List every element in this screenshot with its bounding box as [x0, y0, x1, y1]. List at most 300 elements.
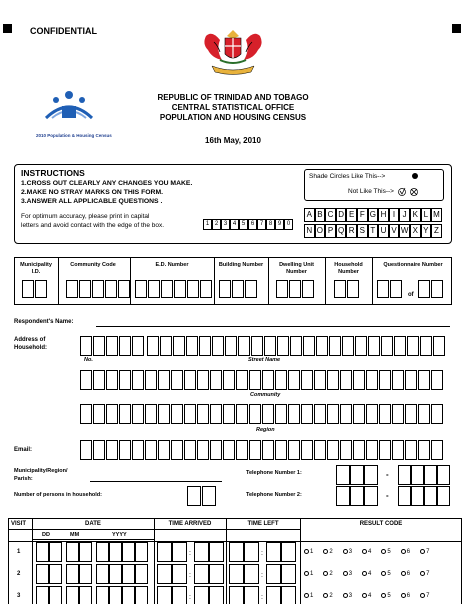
char-box[interactable] — [392, 370, 404, 390]
household-number-input[interactable] — [334, 280, 360, 298]
radio-circle-icon[interactable] — [323, 571, 328, 576]
char-box[interactable] — [186, 336, 198, 356]
char-box[interactable] — [184, 370, 196, 390]
char-box[interactable] — [229, 564, 244, 584]
letter-samples-row-2 — [304, 224, 442, 238]
char-box[interactable] — [251, 336, 263, 356]
char-box[interactable] — [366, 370, 378, 390]
char-box[interactable] — [109, 586, 122, 604]
sample-char: 1 — [203, 219, 212, 230]
char-box[interactable] — [249, 404, 261, 424]
street-name-input[interactable] — [147, 336, 446, 356]
visit-number: 3 — [17, 593, 21, 599]
radio-circle-icon[interactable] — [343, 571, 348, 576]
radio-circle-icon[interactable] — [343, 593, 348, 598]
ed-number-input[interactable] — [135, 280, 213, 298]
char-box[interactable] — [316, 336, 328, 356]
visit-time-left-input[interactable] — [229, 542, 296, 562]
char-box[interactable] — [364, 465, 378, 485]
respondent-name-line[interactable] — [96, 326, 450, 327]
char-box[interactable] — [420, 336, 432, 356]
sample-char: P — [325, 224, 336, 238]
char-box[interactable] — [80, 336, 92, 356]
char-box[interactable] — [79, 564, 92, 584]
char-box[interactable] — [275, 404, 287, 424]
char-box[interactable] — [194, 586, 209, 604]
char-box[interactable] — [398, 486, 411, 506]
result-code-label: 6 — [406, 593, 411, 600]
telephone-1-prefix-input[interactable] — [336, 465, 378, 485]
char-box[interactable] — [145, 440, 157, 460]
char-box[interactable] — [407, 336, 419, 356]
char-box[interactable] — [364, 486, 378, 506]
char-box[interactable] — [36, 586, 49, 604]
char-box[interactable] — [119, 440, 131, 460]
char-box[interactable] — [249, 440, 261, 460]
char-box[interactable] — [353, 370, 365, 390]
char-box[interactable] — [229, 542, 244, 562]
result-code-option[interactable] — [304, 571, 313, 577]
radio-circle-icon[interactable] — [362, 593, 367, 598]
char-box[interactable] — [79, 542, 92, 562]
telephone-1-dash: - — [386, 470, 389, 479]
char-box[interactable] — [266, 542, 281, 562]
radio-circle-icon[interactable] — [304, 593, 309, 598]
char-box[interactable] — [301, 404, 313, 424]
char-box[interactable] — [171, 404, 183, 424]
char-box[interactable] — [223, 370, 235, 390]
char-box[interactable] — [106, 370, 118, 390]
char-box[interactable] — [36, 542, 49, 562]
result-code-option[interactable] — [401, 593, 410, 599]
char-box[interactable] — [96, 542, 109, 562]
char-box[interactable] — [336, 465, 350, 485]
char-box[interactable] — [275, 440, 287, 460]
char-box[interactable] — [266, 586, 281, 604]
telephone-2-prefix-input[interactable] — [336, 486, 378, 506]
sample-char: V — [389, 224, 400, 238]
char-box[interactable] — [281, 542, 296, 562]
char-box[interactable] — [340, 440, 352, 460]
visit-date-input[interactable] — [36, 586, 148, 604]
char-box[interactable] — [431, 404, 443, 424]
char-box[interactable] — [80, 370, 92, 390]
instruction-line-1: 1.CROSS OUT CLEARLY ANY CHANGES YOU MAKE. — [21, 180, 193, 187]
char-box[interactable] — [106, 440, 118, 460]
char-box[interactable] — [366, 404, 378, 424]
char-box[interactable] — [381, 336, 393, 356]
telephone-1-label: Telephone Number 1: — [246, 470, 302, 476]
result-code-option[interactable] — [401, 549, 410, 555]
char-box[interactable] — [411, 465, 424, 485]
char-box[interactable] — [209, 542, 224, 562]
community-input[interactable] — [80, 370, 444, 390]
char-box[interactable] — [158, 440, 170, 460]
visit-date-input[interactable] — [36, 542, 148, 562]
char-box[interactable] — [209, 586, 224, 604]
char-box[interactable] — [93, 336, 105, 356]
char-box[interactable] — [210, 440, 222, 460]
char-box[interactable] — [314, 404, 326, 424]
char-box[interactable] — [281, 564, 296, 584]
dwelling-number-input[interactable] — [276, 280, 315, 298]
visit-date-input[interactable] — [36, 564, 148, 584]
char-box[interactable] — [355, 336, 367, 356]
char-box[interactable] — [49, 542, 62, 562]
visit-time-left-input[interactable] — [229, 564, 296, 584]
char-box[interactable] — [379, 370, 391, 390]
result-code-option[interactable] — [401, 571, 410, 577]
radio-circle-icon[interactable] — [381, 571, 386, 576]
char-box[interactable] — [350, 486, 364, 506]
char-box[interactable] — [236, 404, 248, 424]
result-code-option[interactable] — [362, 549, 371, 555]
sample-char: J — [399, 208, 410, 222]
char-box[interactable] — [418, 370, 430, 390]
char-box[interactable] — [418, 404, 430, 424]
char-box[interactable] — [405, 440, 417, 460]
char-box[interactable] — [303, 336, 315, 356]
date-header: DATE — [85, 521, 101, 527]
char-box[interactable] — [66, 564, 79, 584]
telephone-1-number-input[interactable] — [398, 465, 450, 485]
persons-label: Number of persons in household: — [14, 492, 103, 498]
char-box[interactable] — [244, 586, 259, 604]
radio-circle-icon[interactable] — [401, 549, 406, 554]
result-code-option[interactable] — [420, 593, 429, 599]
radio-circle-icon[interactable] — [362, 571, 367, 576]
result-code-option[interactable] — [304, 593, 313, 599]
result-code-option[interactable] — [420, 549, 429, 555]
char-box[interactable] — [171, 370, 183, 390]
result-code-option[interactable] — [381, 593, 390, 599]
respondent-name-label: Respondent's Name: — [14, 319, 74, 325]
email-label: Email: — [14, 447, 33, 453]
char-box[interactable] — [135, 542, 148, 562]
result-code-option[interactable] — [420, 571, 429, 577]
sample-char: D — [336, 208, 347, 222]
char-box[interactable] — [301, 370, 313, 390]
visit-number: 2 — [17, 571, 21, 577]
email-input[interactable] — [80, 440, 444, 460]
char-box[interactable] — [437, 465, 450, 485]
result-code-option[interactable] — [323, 571, 332, 577]
char-box[interactable] — [132, 440, 144, 460]
char-box[interactable] — [431, 440, 443, 460]
char-box[interactable] — [197, 404, 209, 424]
char-box[interactable] — [173, 336, 185, 356]
radio-circle-icon[interactable] — [401, 593, 406, 598]
community-code-input[interactable] — [66, 280, 131, 298]
sample-char: U — [378, 224, 389, 238]
char-box[interactable] — [80, 440, 92, 460]
char-box[interactable] — [368, 336, 380, 356]
char-box[interactable] — [340, 404, 352, 424]
result-code-label: 2 — [329, 593, 333, 600]
char-box[interactable] — [194, 564, 209, 584]
char-box[interactable] — [236, 440, 248, 460]
char-box[interactable] — [212, 336, 224, 356]
char-box[interactable] — [290, 336, 302, 356]
char-box[interactable] — [66, 586, 79, 604]
char-box[interactable] — [424, 465, 437, 485]
result-code-label: 4 — [368, 571, 372, 578]
char-box[interactable] — [157, 586, 172, 604]
char-box[interactable] — [411, 486, 424, 506]
result-code-label: 6 — [406, 571, 411, 578]
char-box[interactable] — [132, 404, 144, 424]
result-code-option[interactable] — [323, 549, 332, 555]
sample-char: G — [368, 208, 379, 222]
char-box[interactable] — [262, 370, 274, 390]
char-box[interactable] — [264, 336, 276, 356]
sample-char: 8 — [266, 219, 275, 230]
radio-circle-icon[interactable] — [401, 571, 406, 576]
street-name-label: Street Name — [248, 357, 281, 363]
no-label: No. — [84, 357, 93, 363]
result-code-option[interactable] — [381, 549, 390, 555]
char-box[interactable] — [119, 370, 131, 390]
household-number-label: Household Number — [334, 262, 363, 275]
char-box[interactable] — [93, 370, 105, 390]
char-box[interactable] — [314, 440, 326, 460]
char-box[interactable] — [158, 370, 170, 390]
char-box[interactable] — [171, 440, 183, 460]
radio-circle-icon[interactable] — [304, 571, 309, 576]
char-box[interactable] — [424, 486, 437, 506]
char-box[interactable] — [96, 586, 109, 604]
char-box[interactable] — [184, 440, 196, 460]
char-box[interactable] — [223, 404, 235, 424]
char-box[interactable] — [281, 586, 296, 604]
address-label: Address of Household: — [14, 337, 47, 351]
char-box[interactable] — [49, 586, 62, 604]
sample-char: 7 — [257, 219, 266, 230]
char-box[interactable] — [49, 564, 62, 584]
char-box[interactable] — [405, 404, 417, 424]
char-box[interactable] — [336, 486, 350, 506]
char-box[interactable] — [437, 486, 450, 506]
char-box[interactable] — [398, 465, 411, 485]
visit-time-arrived-input[interactable] — [157, 564, 224, 584]
result-code-option[interactable] — [381, 571, 390, 577]
char-box[interactable] — [288, 440, 300, 460]
char-box[interactable] — [122, 542, 135, 562]
building-number-input[interactable] — [219, 280, 258, 298]
sample-char: 4 — [230, 219, 239, 230]
sample-char: 2 — [212, 219, 221, 230]
char-box[interactable] — [145, 370, 157, 390]
result-code-option[interactable] — [304, 549, 313, 555]
char-box[interactable] — [223, 440, 235, 460]
char-box[interactable] — [145, 404, 157, 424]
char-box[interactable] — [229, 586, 244, 604]
char-box[interactable] — [329, 336, 341, 356]
char-box[interactable] — [327, 370, 339, 390]
char-box[interactable] — [418, 440, 430, 460]
filled-circle-icon — [412, 173, 418, 179]
char-box[interactable] — [340, 370, 352, 390]
char-box[interactable] — [197, 440, 209, 460]
confidential-label: CONFIDENTIAL — [30, 26, 97, 36]
result-code-option[interactable] — [323, 593, 332, 599]
char-box[interactable] — [249, 370, 261, 390]
char-box[interactable] — [135, 564, 148, 584]
radio-circle-icon[interactable] — [343, 549, 348, 554]
char-box[interactable] — [394, 336, 406, 356]
char-box[interactable] — [122, 586, 135, 604]
char-box[interactable] — [210, 404, 222, 424]
result-code-option[interactable] — [343, 571, 352, 577]
char-box[interactable] — [66, 542, 79, 562]
radio-circle-icon[interactable] — [381, 593, 386, 598]
char-box[interactable] — [93, 440, 105, 460]
time-colon: : — [187, 542, 193, 562]
char-box[interactable] — [172, 586, 187, 604]
time-colon: : — [259, 542, 265, 562]
char-box[interactable] — [132, 336, 144, 356]
result-code-option[interactable] — [343, 549, 352, 555]
visit-time-arrived-input[interactable] — [157, 542, 224, 562]
char-box[interactable] — [392, 440, 404, 460]
sample-char: O — [315, 224, 326, 238]
char-box[interactable] — [158, 404, 170, 424]
char-box[interactable] — [172, 564, 187, 584]
result-code-label: 5 — [387, 549, 391, 556]
char-box[interactable] — [160, 336, 172, 356]
time-colon: : — [187, 564, 193, 584]
char-box[interactable] — [197, 370, 209, 390]
result-code-label: 7 — [426, 593, 430, 600]
sample-char: H — [378, 208, 389, 222]
char-box[interactable] — [275, 370, 287, 390]
sample-char: R — [346, 224, 357, 238]
header-date: 16th May, 2010 — [205, 136, 261, 145]
char-box[interactable] — [135, 586, 148, 604]
char-box[interactable] — [262, 440, 274, 460]
radio-circle-icon[interactable] — [304, 549, 309, 554]
char-box[interactable] — [431, 370, 443, 390]
radio-circle-icon[interactable] — [420, 549, 425, 554]
char-box[interactable] — [379, 404, 391, 424]
char-box[interactable] — [122, 564, 135, 584]
char-box[interactable] — [184, 404, 196, 424]
sample-char: I — [389, 208, 400, 222]
radio-circle-icon[interactable] — [381, 549, 386, 554]
char-box[interactable] — [157, 542, 172, 562]
char-box[interactable] — [109, 564, 122, 584]
char-box[interactable] — [106, 404, 118, 424]
result-code-option[interactable] — [362, 593, 371, 599]
sample-char: E — [346, 208, 357, 222]
radio-circle-icon[interactable] — [420, 593, 425, 598]
char-box[interactable] — [80, 404, 92, 424]
char-box[interactable] — [209, 564, 224, 584]
ed-number-label: E.D. Number — [155, 262, 189, 268]
time-left-header: TIME LEFT — [247, 521, 279, 527]
telephone-2-number-input[interactable] — [398, 486, 450, 506]
char-box[interactable] — [327, 440, 339, 460]
char-box[interactable] — [132, 370, 144, 390]
result-code-label: 3 — [348, 571, 353, 578]
char-box[interactable] — [157, 564, 172, 584]
char-box[interactable] — [353, 404, 365, 424]
char-box[interactable] — [314, 370, 326, 390]
radio-circle-icon[interactable] — [323, 549, 328, 554]
sample-char: 5 — [239, 219, 248, 230]
char-box[interactable] — [210, 370, 222, 390]
radio-circle-icon[interactable] — [362, 549, 367, 554]
telephone-2-label: Telephone Number 2: — [246, 492, 302, 498]
region-input[interactable] — [80, 404, 444, 424]
questionnaire-total-input[interactable] — [418, 280, 444, 298]
char-box[interactable] — [262, 404, 274, 424]
result-code-label: 1 — [310, 571, 314, 578]
char-box[interactable] — [405, 370, 417, 390]
char-box[interactable] — [327, 404, 339, 424]
digit-samples — [203, 219, 293, 230]
char-box[interactable] — [244, 564, 259, 584]
char-box[interactable] — [301, 440, 313, 460]
sample-char: 9 — [275, 219, 284, 230]
address-number-input[interactable] — [80, 336, 145, 356]
char-box[interactable] — [379, 440, 391, 460]
radio-circle-icon[interactable] — [323, 593, 328, 598]
telephone-2-dash: - — [386, 491, 389, 500]
char-box[interactable] — [244, 542, 259, 562]
char-box[interactable] — [199, 336, 211, 356]
accuracy-line-2: letters and avoid contact with the edge of the box. — [21, 222, 165, 229]
char-box[interactable] — [342, 336, 354, 356]
char-box[interactable] — [194, 542, 209, 562]
char-box[interactable] — [119, 336, 131, 356]
questionnaire-number-input[interactable] — [377, 280, 403, 298]
char-box[interactable] — [353, 440, 365, 460]
char-box[interactable] — [236, 370, 248, 390]
char-box[interactable] — [119, 404, 131, 424]
result-code-option[interactable] — [343, 593, 352, 599]
result-code-label: 5 — [387, 571, 391, 578]
char-box[interactable] — [79, 586, 92, 604]
char-box[interactable] — [392, 404, 404, 424]
char-box[interactable] — [93, 404, 105, 424]
char-box[interactable] — [109, 542, 122, 562]
persons-input[interactable] — [187, 486, 217, 506]
char-box[interactable] — [433, 336, 445, 356]
char-box[interactable] — [366, 440, 378, 460]
registration-mark-left — [3, 24, 12, 33]
char-box[interactable] — [266, 564, 281, 584]
char-box[interactable] — [288, 370, 300, 390]
municipality-region-line[interactable] — [90, 481, 222, 482]
visit-time-arrived-input[interactable] — [157, 586, 224, 604]
char-box[interactable] — [96, 564, 109, 584]
char-box[interactable] — [225, 336, 237, 356]
char-box[interactable] — [238, 336, 250, 356]
sample-char: W — [399, 224, 410, 238]
result-code-option[interactable] — [362, 571, 371, 577]
radio-circle-icon[interactable] — [420, 571, 425, 576]
char-box[interactable] — [277, 336, 289, 356]
char-box[interactable] — [350, 465, 364, 485]
char-box[interactable] — [172, 542, 187, 562]
char-box[interactable] — [147, 336, 159, 356]
char-box[interactable] — [288, 404, 300, 424]
visit-time-left-input[interactable] — [229, 586, 296, 604]
municipality-id-input[interactable] — [22, 280, 48, 298]
char-box[interactable] — [36, 564, 49, 584]
char-box[interactable] — [106, 336, 118, 356]
